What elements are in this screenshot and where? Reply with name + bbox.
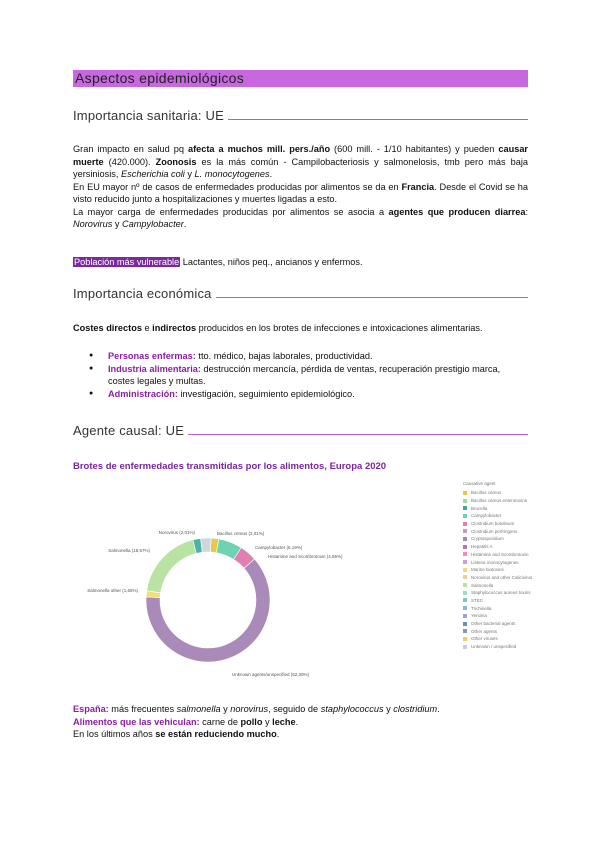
legend-label: Hepatitis A [471,544,493,550]
heading-text: Agente causal: UE [73,423,185,438]
legend-swatch [463,637,467,641]
paragraph-vulnerable: Población más vulnerable Lactantes, niños peq., ancianos y enfermos. [74,257,363,267]
legend-swatch [463,645,467,649]
legend-item [463,574,583,582]
legend-item [463,612,583,620]
legend-label: Bacillus cereus [471,490,502,496]
legend-label: Trichinella [471,605,492,611]
legend-label: Campylobacter [471,513,502,519]
legend-swatch [463,622,467,626]
legend-swatch [463,606,467,610]
legend-item [463,597,583,605]
legend-label: Clostridium botulinum [471,521,515,527]
paragraph-impacto: Gran impacto en salud pq afecta a muchos mill. pers./año (600 mill. - 1/10 habitantes) y pueden causar muerte (420.000). Zoonosis es la más común - Campilobacteriosis y salmonelosis, tmb pero más baja yersiniosis, Escherichia coli y L. monocytogenes. En EU mayor nº de casos de enfermedades producidas por alimentos se da en Francia. Desde el Covid se ha visto reducido junto a hospitalizaciones y muertes ligadas a esto. La mayor carga de enfermedades producidas por alimentos se asocia a agentes que producen diarrea: Norovirus y Campylobacter. [73,144,529,229]
legend-label: Brucella [471,505,488,511]
legend-label: Yersinia [471,613,487,619]
legend-label: Clostridium perfringens [471,528,518,534]
slice-label: Histamine and Scombrotoxin (4,55%) [268,554,343,559]
legend-label: Histamine and Scombrotoxin [471,551,529,557]
legend-swatch [463,583,467,587]
legend-item [463,504,583,512]
paragraph-costes: Costes directos e indirectos producidos en los brotes de infecciones e intoxicaciones alimentarias. [73,323,483,333]
donut-slice [147,540,197,593]
slice-label: Unknown agents/unspecified (62,30%) [232,672,310,677]
legend-label: Other bacterial agents [471,621,516,627]
paragraph-espana: España: más frecuentes salmonella y norovirus, seguido de staphylococcus y clostridium. Alimentos que las vehiculan: carne de pollo y leche. En los últimos años se están reduciendo mucho. [73,704,440,739]
list-item: ● Industria alimentaria: destrucción mercancía, pérdida de ventas, recuperación prestigio marca, costes legales y multas. [73,363,513,388]
list-item: ● Personas enfermas: tto. médico, bajas laborales, productividad. [73,350,513,363]
slice-label: Bacillus cereus (2,01%) [217,531,265,536]
legend-label: Bacillus cereus enterotoxins [471,498,528,504]
list-item: ● Administración: investigación, seguimiento epidemiológico. [73,388,513,401]
legend-swatch [463,575,467,579]
legend-swatch [463,552,467,556]
legend-item [463,589,583,597]
legend-item [463,535,583,543]
legend-item [463,627,583,635]
legend-label: Norovirus and other Calicivirus [471,574,533,580]
slice-label: Salmonella (18,67%) [108,548,150,553]
legend-item [463,604,583,612]
legend-item [463,581,583,589]
legend-item [463,558,583,566]
legend-swatch [463,591,467,595]
legend-swatch [463,514,467,518]
legend-item [463,489,583,497]
legend-label: Salmonella [471,582,494,588]
legend-item [463,512,583,520]
slice-label: Salmonella other (1,65%) [87,588,138,593]
slice-label: Norovirus (2,01%) [158,530,195,535]
legend-item [463,551,583,559]
page-title: Aspectos epidemiológicos [75,70,245,86]
donut-slice [201,538,211,552]
legend-label: Marine biotoxins [471,567,504,573]
heading-text: Importancia económica [73,286,212,301]
legend-label: Cryptosporidium [471,536,504,542]
slice-label: Campylobacter (6,19%) [255,545,303,550]
chart-title: Brotes de enfermedades transmitidas por los alimentos, Europa 2020 [73,461,387,472]
legend-item [463,643,583,651]
legend-label: Other viruses [471,636,498,642]
legend-label: Other agents [471,628,498,634]
heading-text: Importancia sanitaria: UE [73,108,224,123]
legend-title: Causative agent [463,481,496,486]
legend-swatch [463,522,467,526]
legend-item [463,620,583,628]
legend-swatch [463,545,467,549]
legend-label: STEC [471,597,484,603]
legend-label: Listeria monocytogenes [471,559,519,565]
legend-swatch [463,560,467,564]
legend-swatch [463,491,467,495]
legend-item [463,566,583,574]
legend-swatch [463,537,467,541]
legend-swatch [463,598,467,602]
legend-swatch [463,568,467,572]
legend-swatch [463,629,467,633]
vulnerable-highlight: Población más vulnerable [74,257,180,267]
legend-swatch [463,506,467,510]
legend-item [463,635,583,643]
legend-item [463,543,583,551]
legend-label: Unknown / unspecified [471,644,517,650]
legend-swatch [463,499,467,503]
legend-item [463,497,583,505]
legend-item [463,527,583,535]
legend-label: Staphylococcus aureus toxins [471,590,531,596]
legend-swatch [463,614,467,618]
legend-item [463,520,583,528]
chart-legend [463,481,583,650]
legend-swatch [463,529,467,533]
